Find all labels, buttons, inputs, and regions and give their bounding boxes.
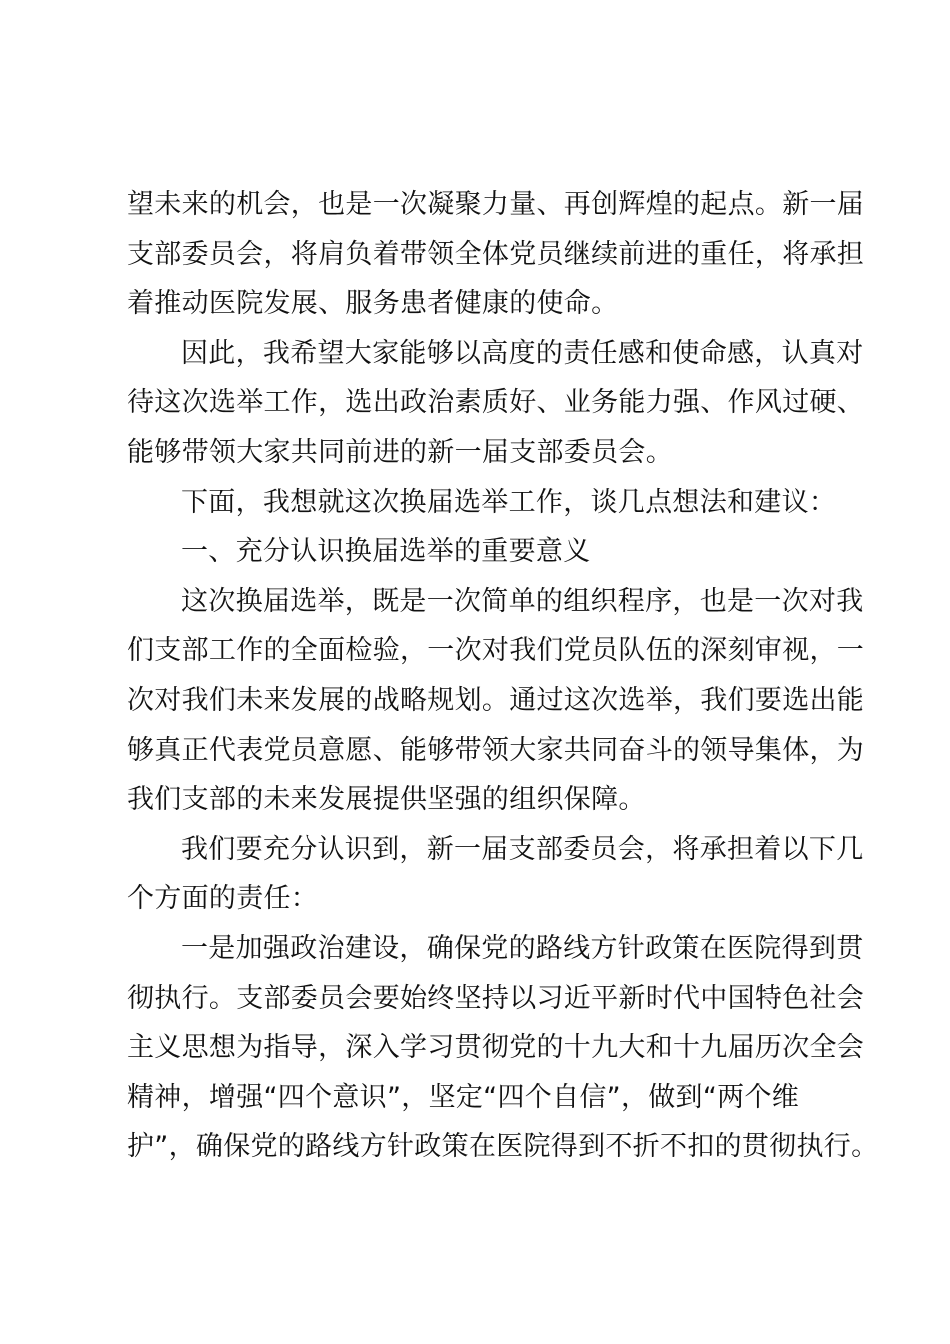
- text-line: 一、充分认识换届选举的重要意义: [181, 536, 591, 568]
- text-line: 待这次选举工作，选出政治素质好、业务能力强、作风过硬、: [127, 387, 865, 419]
- text-line: 个方面的责任：: [127, 883, 319, 915]
- text-line: 这次换届选举，既是一次简单的组织程序，也是一次对我: [181, 585, 864, 617]
- text-line: 因此，我希望大家能够以高度的责任感和使命感，认真对: [181, 337, 864, 369]
- text-line: 能够带领大家共同前进的新一届支部委员会。: [127, 436, 673, 468]
- text-line: 够真正代表党员意愿、能够带领大家共同奋斗的领导集体，为: [127, 734, 865, 766]
- document-body: [127, 180, 879, 1172]
- text-line: 望未来的机会，也是一次凝聚力量、再创辉煌的起点。新一届: [127, 189, 865, 220]
- text-line: 们支部工作的全面检验，一次对我们党员队伍的深刻审视，一: [127, 635, 865, 667]
- text-line: 我们支部的未来发展提供坚强的组织保障。: [127, 784, 646, 816]
- text-line: 我们要充分认识到，新一届支部委员会，将承担着以下几: [181, 833, 864, 865]
- text-line: 着推动医院发展、服务患者健康的使命。: [127, 288, 619, 320]
- text-line: 支部委员会，将肩负着带领全体党员继续前进的重任，将承担: [127, 238, 865, 270]
- text-line: 彻执行。支部委员会要始终坚持以习近平新时代中国特色社会: [127, 982, 865, 1014]
- text-line: 精神，增强“四个意识”，坚定“四个自信”，做到“两个维: [127, 1081, 800, 1113]
- text-line: 一是加强政治建设，确保党的路线方针政策在医院得到贯: [181, 932, 864, 964]
- text-line: 次对我们未来发展的战略规划。通过这次选举，我们要选出能: [127, 684, 865, 716]
- text-line: 主义思想为指导，深入学习贯彻党的十九大和十九届历次全会: [127, 1032, 865, 1064]
- text-line: 下面，我想就这次换届选举工作，谈几点想法和建议：: [181, 486, 837, 518]
- text-line: 护”，确保党的路线方针政策在医院得到不折不扣的贯彻执行。: [127, 1131, 879, 1163]
